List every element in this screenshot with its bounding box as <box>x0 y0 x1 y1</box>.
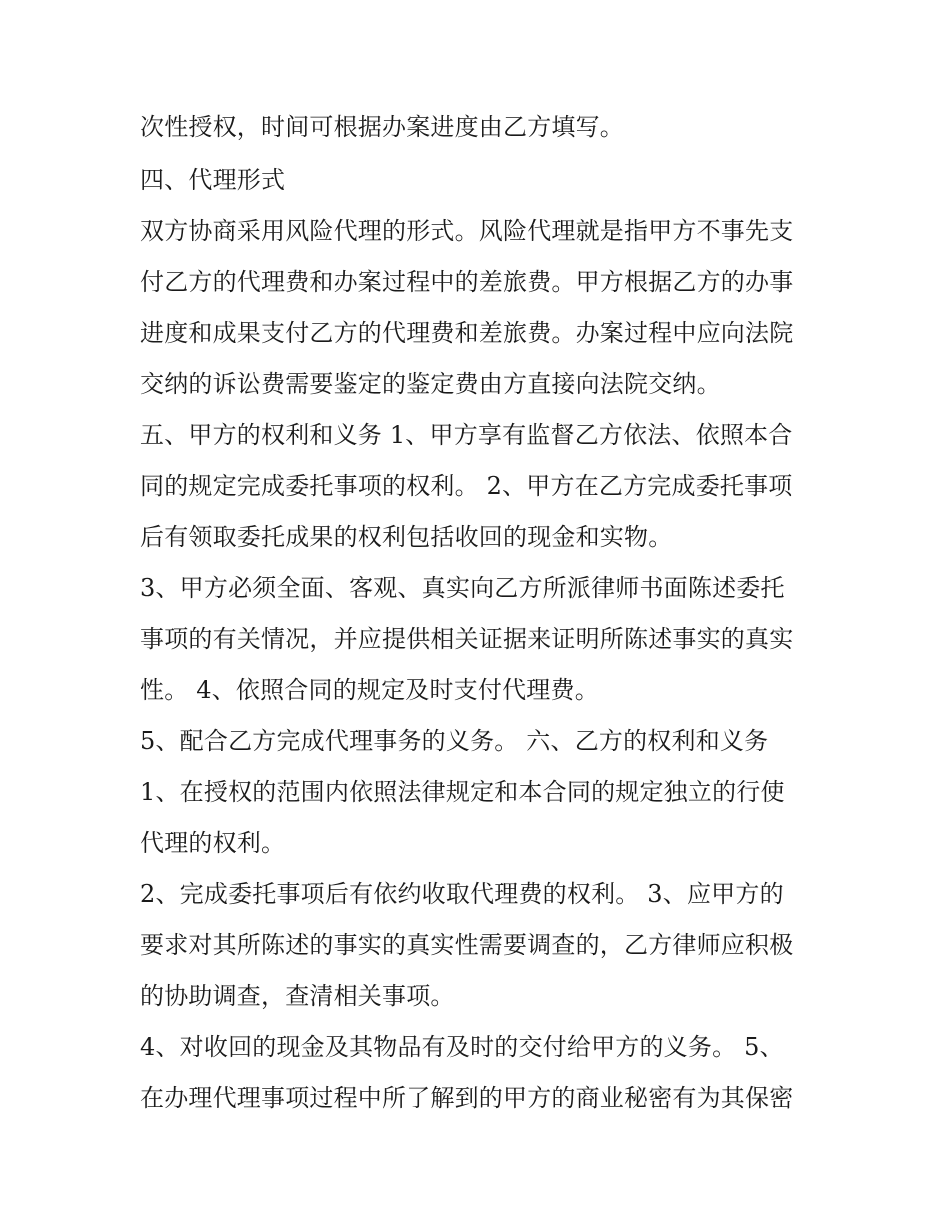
text-line: 付乙方的代理费和办案过程中的差旅费。甲方根据乙方的办事 <box>140 268 794 296</box>
text-line: 在办理代理事项过程中所了解到的甲方的商业秘密有为其保密 <box>140 1084 794 1112</box>
text-line: 后有领取委托成果的权利包括收回的现金和实物。 <box>140 523 673 551</box>
section-heading: 四、代理形式 <box>140 166 286 194</box>
text-line: 事项的有关情况，并应提供相关证据来证明所陈述事实的真实 <box>140 625 794 653</box>
text-line: 4、对收回的现金及其物品有及时的交付给甲方的义务。 5、 <box>140 1033 784 1061</box>
text-line: 次性授权，时间可根据办案进度由乙方填写。 <box>140 113 624 141</box>
text-line: 1、在授权的范围内依照法律规定和本合同的规定独立的行使 <box>140 778 785 806</box>
text-line: 交纳的诉讼费需要鉴定的鉴定费由方直接向法院交纳。 <box>140 370 721 398</box>
text-line: 3、甲方必须全面、客观、真实向乙方所派律师书面陈述委托 <box>140 574 785 602</box>
text-line: 代理的权利。 <box>140 829 286 857</box>
text-line: 5、配合乙方完成代理事务的义务。 六、乙方的权利和义务 <box>140 727 769 755</box>
text-line: 同的规定完成委托事项的权利。 2、甲方在乙方完成委托事项 <box>140 472 793 500</box>
text-line: 的协助调查，查清相关事项。 <box>140 982 455 1010</box>
text-line: 要求对其所陈述的事实的真实性需要调查的，乙方律师应积极 <box>140 931 794 959</box>
text-line: 进度和成果支付乙方的代理费和差旅费。办案过程中应向法院 <box>140 319 794 347</box>
text-line: 双方协商采用风险代理的形式。风险代理就是指甲方不事先支 <box>140 217 794 245</box>
text-line: 2、完成委托事项后有依约收取代理费的权利。 3、应甲方的 <box>140 880 784 908</box>
text-line: 五、甲方的权利和义务 1、甲方享有监督乙方依法、依照本合 <box>140 421 793 449</box>
text-line: 性。 4、依照合同的规定及时支付代理费。 <box>140 676 599 704</box>
